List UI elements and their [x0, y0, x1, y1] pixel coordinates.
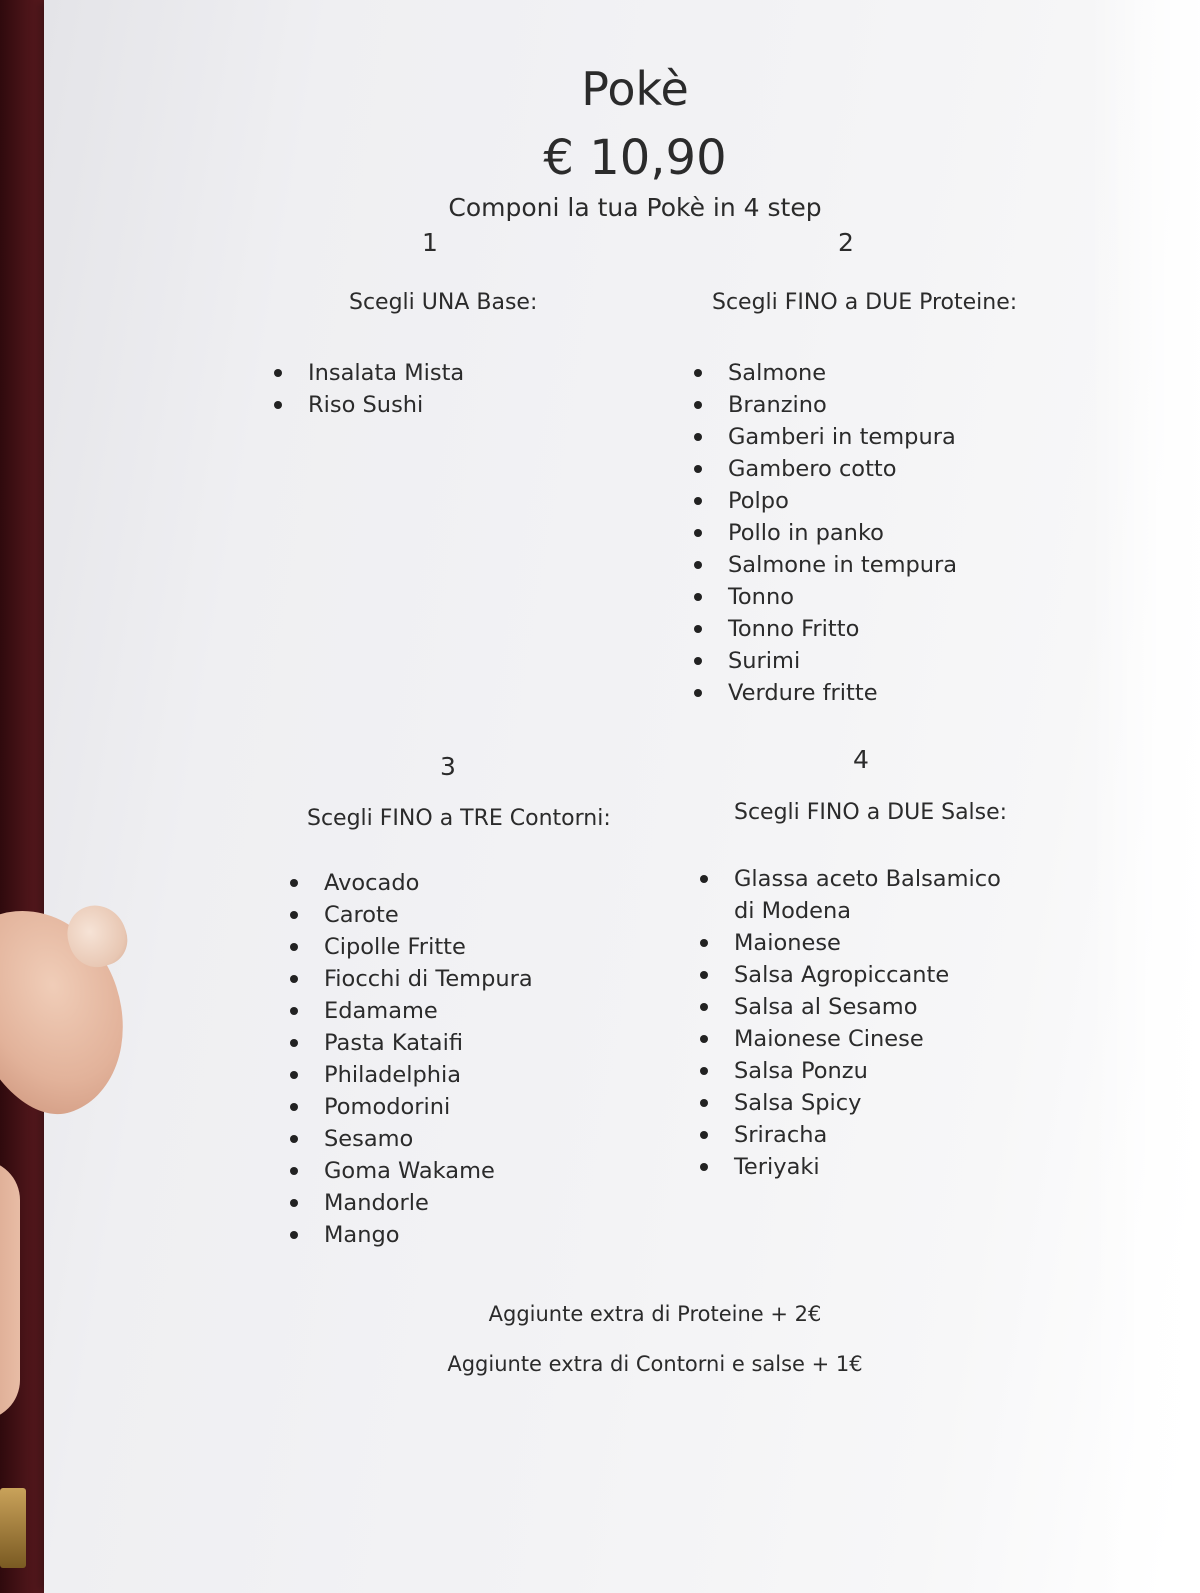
bullet-icon	[694, 465, 702, 473]
extra-contorni-salse-note: Aggiunte extra di Contorni e salse + 1€	[447, 1352, 863, 1376]
list-item: Branzino	[728, 389, 957, 421]
list-item: Insalata Mista	[308, 357, 464, 389]
list-item: Pomodorini	[324, 1091, 533, 1123]
contorni-list	[324, 867, 533, 1251]
list-item: Salsa Spicy	[734, 1087, 1024, 1119]
menu-title: Pokè	[581, 62, 689, 116]
menu-price: € 10,90	[543, 130, 727, 186]
bullet-icon	[290, 943, 298, 951]
bullet-icon	[694, 689, 702, 697]
step-heading-contorni: Scegli FINO a TRE Contorni:	[307, 806, 611, 831]
step-heading-proteine: Scegli FINO a DUE Proteine:	[712, 290, 1018, 315]
bullet-icon	[290, 1103, 298, 1111]
list-item: Pollo in panko	[728, 517, 957, 549]
list-item: Salsa al Sesamo	[734, 991, 1024, 1023]
list-item: Gamberi in tempura	[728, 421, 957, 453]
list-item: Salmone	[728, 357, 957, 389]
bullet-icon	[290, 1167, 298, 1175]
bullet-icon	[290, 1199, 298, 1207]
bullet-icon	[290, 1231, 298, 1239]
bullet-icon	[290, 1039, 298, 1047]
list-item: Sriracha	[734, 1119, 1024, 1151]
list-item: Tonno Fritto	[728, 613, 957, 645]
list-item: Philadelphia	[324, 1059, 533, 1091]
binder-clip	[0, 1488, 26, 1568]
bullet-icon	[700, 939, 708, 947]
bullet-icon	[700, 1099, 708, 1107]
list-item: Polpo	[728, 485, 957, 517]
list-item: Goma Wakame	[324, 1155, 533, 1187]
step-number-1: 1	[422, 228, 438, 257]
bullet-icon	[694, 529, 702, 537]
extra-proteine-note: Aggiunte extra di Proteine + 2€	[488, 1302, 822, 1326]
step-heading-salse: Scegli FINO a DUE Salse:	[734, 800, 1008, 825]
list-item: Mandorle	[324, 1187, 533, 1219]
list-item: Fiocchi di Tempura	[324, 963, 533, 995]
bullet-icon	[694, 497, 702, 505]
list-item: Cipolle Fritte	[324, 931, 533, 963]
hand-edge	[0, 1160, 20, 1420]
bullet-icon	[290, 1135, 298, 1143]
proteine-list	[728, 357, 957, 709]
bullet-icon	[694, 433, 702, 441]
list-item: Avocado	[324, 867, 533, 899]
bullet-icon	[694, 593, 702, 601]
base-list	[308, 357, 464, 421]
salse-list	[734, 863, 1024, 1183]
bullet-icon	[290, 1007, 298, 1015]
menu-subtitle: Componi la tua Pokè in 4 step	[448, 193, 822, 222]
bullet-icon	[700, 1163, 708, 1171]
list-item: Verdure fritte	[728, 677, 957, 709]
step-number-3: 3	[440, 752, 456, 781]
list-item: Maionese Cinese	[734, 1023, 1024, 1055]
list-item: Tonno	[728, 581, 957, 613]
step-heading-base: Scegli UNA Base:	[349, 290, 538, 315]
step-number-4: 4	[853, 745, 869, 774]
bullet-icon	[694, 369, 702, 377]
bullet-icon	[700, 1131, 708, 1139]
bullet-icon	[694, 657, 702, 665]
list-item: Surimi	[728, 645, 957, 677]
bullet-icon	[290, 975, 298, 983]
bullet-icon	[694, 625, 702, 633]
list-item: Mango	[324, 1219, 533, 1251]
list-item: Salmone in tempura	[728, 549, 957, 581]
list-item: Maionese	[734, 927, 1024, 959]
bullet-icon	[700, 971, 708, 979]
bullet-icon	[290, 1071, 298, 1079]
list-item: Teriyaki	[734, 1151, 1024, 1183]
bullet-icon	[700, 1035, 708, 1043]
list-item: Gambero cotto	[728, 453, 957, 485]
bullet-icon	[290, 911, 298, 919]
list-item: Carote	[324, 899, 533, 931]
list-item: Glassa aceto Balsamico di Modena	[734, 863, 1024, 927]
list-item: Pasta Kataifi	[324, 1027, 533, 1059]
list-item: Salsa Ponzu	[734, 1055, 1024, 1087]
bullet-icon	[700, 875, 708, 883]
bullet-icon	[700, 1003, 708, 1011]
list-item: Riso Sushi	[308, 389, 464, 421]
bullet-icon	[694, 561, 702, 569]
bullet-icon	[290, 879, 298, 887]
list-item: Edamame	[324, 995, 533, 1027]
bullet-icon	[274, 369, 282, 377]
list-item: Sesamo	[324, 1123, 533, 1155]
bullet-icon	[274, 401, 282, 409]
bullet-icon	[700, 1067, 708, 1075]
bullet-icon	[694, 401, 702, 409]
step-number-2: 2	[838, 228, 854, 257]
list-item: Salsa Agropiccante	[734, 959, 1024, 991]
